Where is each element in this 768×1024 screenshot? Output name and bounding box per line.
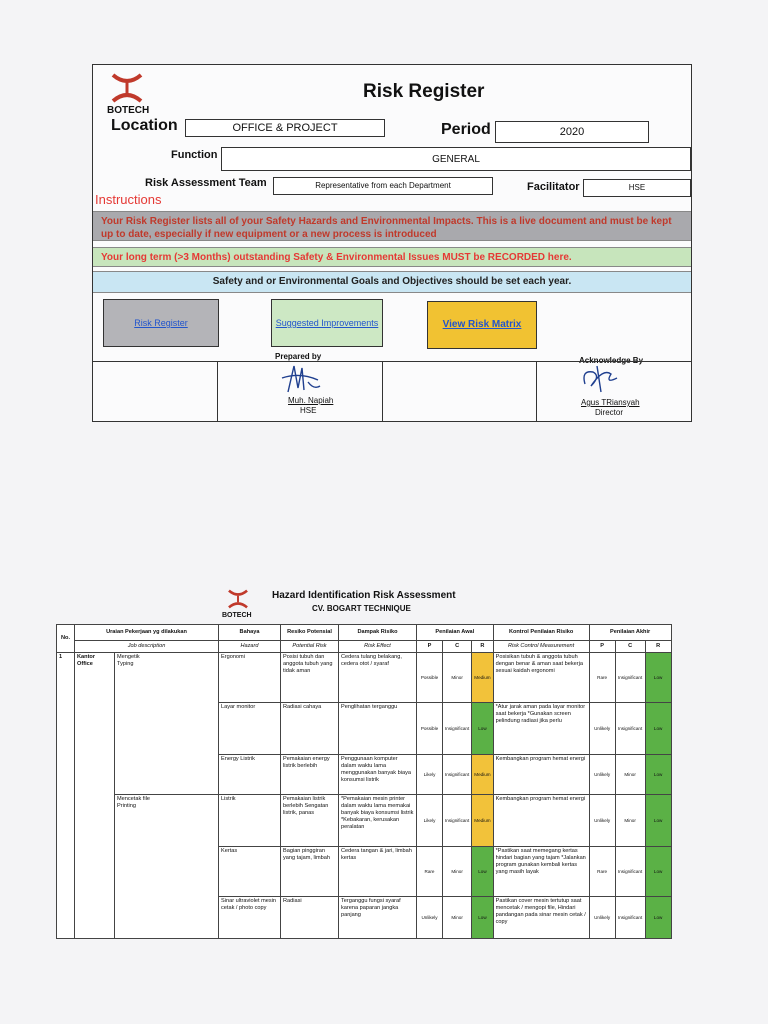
table-subheader-row xyxy=(57,641,672,653)
ack-signature-cell xyxy=(537,362,691,422)
facilitator-value: HSE xyxy=(583,179,691,197)
p2-cell: Unlikely xyxy=(589,703,615,755)
instruction-band-3: Safety and or Environmental Goals and Objectives should be set each year. xyxy=(93,271,691,293)
hira-table xyxy=(56,624,672,939)
ack-role: Director xyxy=(595,408,624,417)
p2-cell: Unlikely xyxy=(589,795,615,847)
c2-cell: Insignificant xyxy=(615,847,645,897)
signature-cell xyxy=(93,362,218,422)
r1-cell: Medium xyxy=(472,653,493,703)
row-number: 1 xyxy=(57,653,75,939)
col-no: No. xyxy=(57,625,75,653)
risk-register-sheet xyxy=(92,64,692,422)
location-id: Kantor xyxy=(77,654,96,660)
ack-signature-icon xyxy=(577,364,627,394)
hira-title: Hazard Identification Risk Assessment xyxy=(272,590,456,601)
control-cell: Kembangkan program hemat energi xyxy=(493,795,589,847)
p1-cell: Possible xyxy=(417,703,443,755)
control-cell: Pastikan cover mesin tertutup saat mencetak / mengopi file, Hindari pandangan pada sinar mesin cetak / copy xyxy=(493,897,589,939)
c2-cell: Minor xyxy=(615,795,645,847)
signature-cell xyxy=(383,362,537,422)
table-row xyxy=(57,653,672,703)
control-cell: Posisikan tubuh & anggota tubuh dengan benar & aman saat bekerja sesuai kaidah ergonomi xyxy=(493,653,589,703)
p1-cell: Likely xyxy=(417,795,443,847)
instruction-band-2: Your long term (>3 Months) outstanding Safety & Environmental Issues MUST be RECORDED here. xyxy=(93,247,691,267)
r2-cell: Low xyxy=(645,703,671,755)
view-risk-matrix-button[interactable]: View Risk Matrix xyxy=(427,301,537,349)
job-2-en: Printing xyxy=(117,803,136,809)
col-effect-en: Risk Effect xyxy=(339,641,417,653)
table-row xyxy=(57,795,672,847)
job-1: Mengetik xyxy=(117,654,140,660)
r1-cell: Low xyxy=(472,847,493,897)
col-p1: P xyxy=(417,641,443,653)
col-hazard-en: Hazard xyxy=(219,641,281,653)
col-risk-en: Potential Risk xyxy=(281,641,339,653)
hira-sheet xyxy=(56,580,676,950)
control-cell: *Pastikan saat memegang kertas hindari bagian yang tajam *Jalankan program gunakan kembali kertas yang masih layak xyxy=(493,847,589,897)
p2-cell: Rare xyxy=(589,653,615,703)
col-job: Uraian Pekerjaan yg dilakukan xyxy=(75,625,219,641)
col-control: Kontrol Penilaian Risiko xyxy=(493,625,589,641)
preparer-signature-icon xyxy=(278,362,324,396)
r2-cell: Low xyxy=(645,897,671,939)
p1-cell: Possible xyxy=(417,653,443,703)
hazard-cell: Energy Listrik xyxy=(219,755,281,795)
risk-cell: Posisi tubuh dan anggota tubuh yang tidak aman xyxy=(281,653,339,703)
effect-cell: Cedera tulang belakang, cedera otot / syaraf xyxy=(339,653,417,703)
page-title: Risk Register xyxy=(363,81,485,102)
col-final: Penilaian Akhir xyxy=(589,625,671,641)
hazard-cell: Ergonomi xyxy=(219,653,281,703)
col-c1: C xyxy=(443,641,472,653)
c2-cell: Insignificant xyxy=(615,703,645,755)
row-location xyxy=(75,653,115,939)
table-header-row xyxy=(57,625,672,641)
col-hazard: Bahaya xyxy=(219,625,281,641)
instructions-heading: Instructions xyxy=(95,192,162,207)
job-1-en: Typing xyxy=(117,661,134,667)
hira-company: CV. BOGART TECHNIQUE xyxy=(312,604,411,613)
job-printing xyxy=(115,795,219,939)
risk-cell: Radiasi xyxy=(281,897,339,939)
hazard-cell: Layar monitor xyxy=(219,703,281,755)
risk-cell: Pemakaian listrik berlebih Sengatan listrik, panas xyxy=(281,795,339,847)
risk-register-button[interactable]: Risk Register xyxy=(103,299,219,347)
r2-cell: Low xyxy=(645,795,671,847)
preparer-signature-cell xyxy=(218,362,383,422)
p2-cell: Rare xyxy=(589,847,615,897)
preparer-role: HSE xyxy=(300,406,317,415)
signature-row xyxy=(93,361,691,422)
p2-cell: Unlikely xyxy=(589,755,615,795)
effect-cell: Penglihatan terganggu xyxy=(339,703,417,755)
col-control-en: Risk Control Measurement xyxy=(493,641,589,653)
r1-cell: Medium xyxy=(472,795,493,847)
effect-cell: Cedera tangan & jari, limbah kertas xyxy=(339,847,417,897)
c1-cell: Insignificant xyxy=(443,755,472,795)
c2-cell: Minor xyxy=(615,755,645,795)
effect-cell: Terganggu fungsi syaraf karena paparan jangka panjang xyxy=(339,897,417,939)
suggested-improvements-button[interactable]: Suggested Improvements xyxy=(271,299,383,347)
ack-name: Agus TRiansyah xyxy=(581,398,640,407)
botech-logo-icon xyxy=(107,71,147,105)
job-2: Mencetak file xyxy=(117,796,150,802)
instruction-band-1: Your Risk Register lists all of your Safety Hazards and Environmental Impacts. This is a live document and must be kept up to date, especially if new equipment or a new process is introduced xyxy=(93,211,691,241)
hazard-cell: Listrik xyxy=(219,795,281,847)
r2-cell: Low xyxy=(645,653,671,703)
col-job-en: Job description xyxy=(75,641,219,653)
team-label: Risk Assessment Team xyxy=(145,177,267,189)
col-r1: R xyxy=(472,641,493,653)
job-typing xyxy=(115,653,219,795)
col-risk: Resiko Potensial xyxy=(281,625,339,641)
risk-cell: Radiasi cahaya xyxy=(281,703,339,755)
effect-cell: *Pemakaian mesin printer dalam waktu lama memakai banyak biaya konsumsi listrik *Kebakaran, kerusakan peralatan xyxy=(339,795,417,847)
period-label: Period xyxy=(441,121,491,138)
prepared-by-label: Prepared by xyxy=(275,352,322,361)
hazard-cell: Sinar ultraviolet mesin cetak / photo copy xyxy=(219,897,281,939)
p1-cell: Likely xyxy=(417,755,443,795)
function-label: Function xyxy=(171,149,218,161)
location-label: Location xyxy=(111,117,178,134)
c1-cell: Minor xyxy=(443,897,472,939)
risk-cell: Pemakaian energy listrik berlebih xyxy=(281,755,339,795)
c2-cell: Insignificant xyxy=(615,653,645,703)
r1-cell: Medium xyxy=(472,755,493,795)
effect-cell: Penggunaan komputer dalam waktu lama menggunakan banyak biaya konsumsi listrik xyxy=(339,755,417,795)
c1-cell: Insignificant xyxy=(443,795,472,847)
control-cell: *Atur jarak aman pada layar monitor saat bekerja *Gunakan screen pelindung radiasi jika perlu xyxy=(493,703,589,755)
p1-cell: Rare xyxy=(417,847,443,897)
period-value: 2020 xyxy=(495,121,649,143)
r2-cell: Low xyxy=(645,755,671,795)
c1-cell: Insignificant xyxy=(443,703,472,755)
acknowledge-by-label: Acknowledge By xyxy=(579,356,644,365)
r1-cell: Low xyxy=(472,897,493,939)
location-en: Office xyxy=(77,661,93,667)
facilitator-label: Facilitator xyxy=(527,181,580,193)
location-value: OFFICE & PROJECT xyxy=(185,119,385,137)
risk-cell: Bagian pinggiran yang tajam, limbah xyxy=(281,847,339,897)
hira-brand: BOTECH xyxy=(222,612,252,619)
function-value: GENERAL xyxy=(221,147,691,171)
col-r2: R xyxy=(645,641,671,653)
r1-cell: Low xyxy=(472,703,493,755)
brand-name: BOTECH xyxy=(107,105,150,116)
r2-cell: Low xyxy=(645,847,671,897)
team-value: Representative from each Department xyxy=(273,177,493,195)
hazard-cell: Kertas xyxy=(219,847,281,897)
control-cell: Kembangkan program hemat energi xyxy=(493,755,589,795)
c2-cell: Insignificant xyxy=(615,897,645,939)
p2-cell: Unlikely xyxy=(589,897,615,939)
botech-logo-icon xyxy=(224,588,252,610)
col-c2: C xyxy=(615,641,645,653)
col-initial: Penilaian Awal xyxy=(417,625,494,641)
col-effect: Dampak Risiko xyxy=(339,625,417,641)
p1-cell: Unlikely xyxy=(417,897,443,939)
preparer-name: Muh. Napiah xyxy=(288,396,334,405)
col-p2: P xyxy=(589,641,615,653)
c1-cell: Minor xyxy=(443,653,472,703)
c1-cell: Minor xyxy=(443,847,472,897)
